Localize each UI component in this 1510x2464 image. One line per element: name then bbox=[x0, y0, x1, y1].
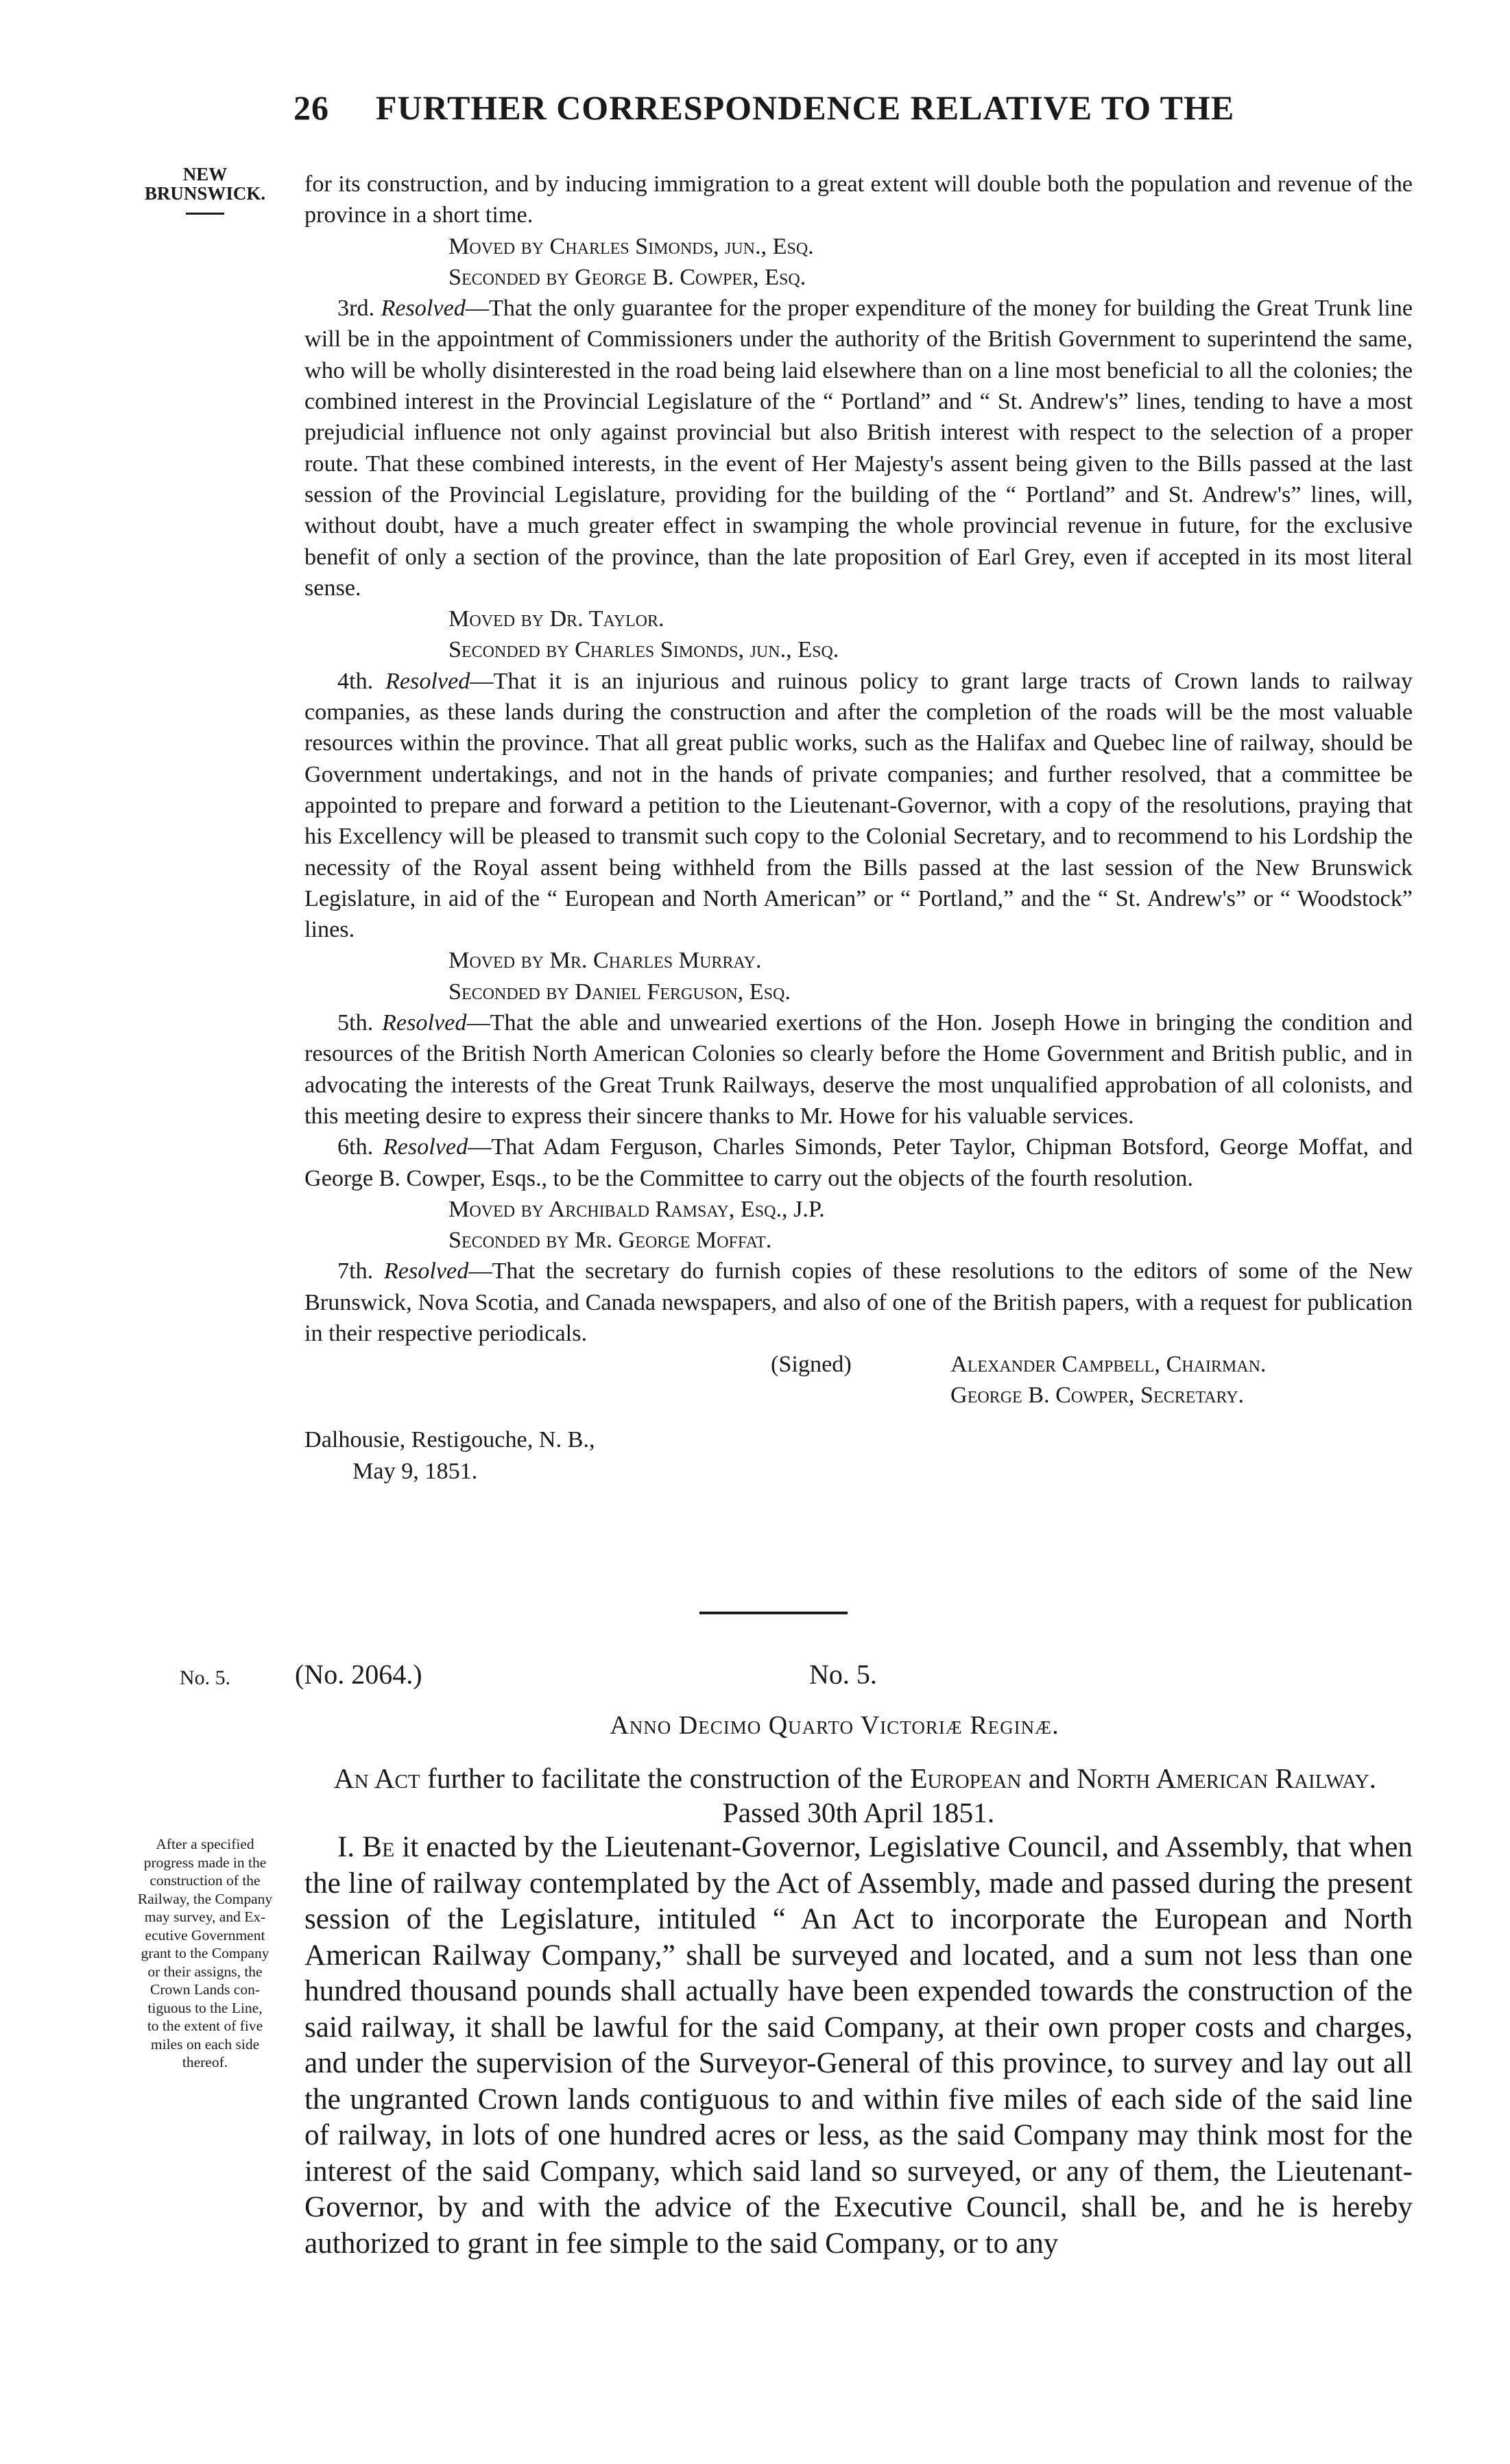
resolution-6 bbox=[304, 1132, 1413, 1194]
act-title-rail-1: European bbox=[910, 1762, 1022, 1794]
signer-chairman: Alexander Campbell, Chairman. bbox=[950, 1352, 1267, 1378]
section-1-lead: I. Be bbox=[337, 1831, 395, 1863]
section-divider bbox=[699, 1612, 848, 1614]
intro-continuation: for its construction, and by inducing immigration to a great extent will double both the population and revenue of the province in a short time. bbox=[304, 171, 1413, 228]
resolution-3 bbox=[304, 293, 1413, 603]
province-rule bbox=[186, 213, 224, 215]
page-number: 26 bbox=[293, 88, 329, 127]
summary-line: Crown Lands con- bbox=[149, 1981, 261, 1998]
r3-seconded: Seconded by Charles Simonds, jun., Esq. bbox=[448, 637, 839, 663]
running-header bbox=[293, 88, 1391, 128]
summary-line: grant to the Company bbox=[141, 1945, 269, 1961]
r4-text: —That it is an injurious and ruinous policy to grant large tracts of Crown lands to railway companies, as these lands during the construction and after the completion of the roads will be the most valuable resources within the province. That all great public works, such as the Halifax and Quebec line of railway, should be Government undertakings, and not in the hands of private companies; and further resolved, that a committee be appointed to prepare and forward a petition to the Lieutenant-Governor, with a copy of the resolutions, praying that his Excellency will be pleased to transmit such copy to the Colonial Secretary, and to recommend to his Lordship the necessity of the Royal assent being withheld from the Bills passed at the last session of the New Brunswick Legislature, in aid of the “ European and North American” or “ Portland,” and the “ St. Andrew's” or “ Woodstock” lines. bbox=[304, 668, 1413, 943]
r4-resolved: Resolved bbox=[385, 668, 470, 694]
summary-line: construction of the bbox=[149, 1872, 261, 1889]
summary-line: Railway, the Company bbox=[137, 1890, 273, 1907]
resolutions-text bbox=[304, 169, 1413, 1487]
r6-number: 6th. bbox=[337, 1134, 374, 1160]
province-line-1: NEW bbox=[182, 164, 228, 184]
regnal-title: Anno Decimo Quarto Victoriæ Reginæ. bbox=[610, 1711, 1059, 1740]
r3-text: —That the only guarantee for the proper expenditure of the money for building the Great Trunk line will be in the appointment of Commissioners under the authority of the British Government to superintend the same, who will be wholly disinterested in the road being laid elsewhere than on a line most beneficial to all the colonies; the combined interest in the Provincial Legislature of the “ Portland” and “ St. Andrew's” lines, tending to have a most prejudicial influence not only against provincial but also British interest with respect to the selection of a proper route. That these combined interests, in the event of Her Majesty's assent being given to the Bills passed at the last session of the Provincial Legislature, providing for the building of the “ Portland” and St. Andrew's” lines, will, without doubt, have a much greater effect in swamping the whole provincial revenue in future, for the exclusive benefit of only a section of the province, than the late proposition of Earl Grey, even if accepted in its most literal sense. bbox=[304, 296, 1413, 601]
r6-moved: Moved by Archibald Ramsay, Esq., J.P. bbox=[448, 1196, 825, 1222]
summary-line: ecutive Government bbox=[145, 1926, 265, 1943]
r3-moved: Moved by Dr. Taylor. bbox=[448, 606, 664, 632]
margin-note-summary bbox=[134, 1835, 276, 2072]
act-body bbox=[304, 1830, 1413, 2262]
act-title-passed: Passed 30th April 1851. bbox=[722, 1797, 995, 1828]
document-number: (No. 2064.) bbox=[295, 1659, 422, 1690]
r4-moved: Moved by Mr. Charles Murray. bbox=[448, 948, 762, 974]
signed-label: (Signed) bbox=[771, 1352, 852, 1378]
r5-text: —That the able and unwearied exertions of the Hon. Joseph Howe in bringing the condition and resources of the British North American Colonies so clearly before the Home Government and British public, and in advocating the interests of the Great Trunk Railways, deserve the most unqualified approbation of all colonists, and this meeting desire to express their sincere thanks to Mr. Howe for his valuable services. bbox=[304, 1010, 1413, 1129]
r3-number: 3rd. bbox=[337, 296, 375, 322]
running-title: FURTHER CORRESPONDENCE RELATIVE TO THE bbox=[376, 88, 1235, 127]
margin-note-province bbox=[134, 165, 276, 215]
r7-number: 7th. bbox=[337, 1258, 374, 1284]
signature-block bbox=[304, 1349, 1413, 1412]
act-title-lead: An Act bbox=[333, 1762, 420, 1794]
summary-line: progress made in the bbox=[143, 1854, 267, 1871]
r2-moved: Moved by Charles Simonds, jun., Esq. bbox=[448, 233, 814, 259]
province-line-2: BRUNSWICK. bbox=[144, 183, 266, 204]
act-title bbox=[304, 1761, 1413, 1830]
date-line: May 9, 1851. bbox=[352, 1458, 478, 1484]
r3-resolved: Resolved bbox=[381, 296, 466, 322]
r6-resolved: Resolved bbox=[383, 1134, 468, 1160]
r7-resolved: Resolved bbox=[383, 1258, 469, 1284]
r7-text: —That the secretary do furnish copies of these resolutions to the editors of some of the New Brunswick, Nova Scotia, and Canada newspapers, and also of one of the British papers, with a request for publication in their respective periodicals. bbox=[304, 1258, 1413, 1346]
summary-line: may survey, and Ex- bbox=[144, 1909, 266, 1925]
r5-number: 5th. bbox=[337, 1010, 374, 1036]
signer-secretary: George B. Cowper, Secretary. bbox=[950, 1383, 1245, 1409]
r2-seconded: Seconded by George B. Cowper, Esq. bbox=[448, 264, 806, 290]
act-title-and: and bbox=[1028, 1762, 1070, 1794]
summary-line: or their assigns, the bbox=[147, 1963, 263, 1980]
act-title-text: further to facilitate the construction of the bbox=[427, 1762, 903, 1794]
section-1-text: it enacted by the Lieutenant-Governor, Legislative Council, and Assembly, that when the line of railway contemplated by the Act of Assembly, made and passed during the present session of the Legislature, intituled “ An Act to incorporate the European and North American Railway Company,” shall be surveyed and located, and a sum not less than one hundred thousand pounds shall actually have been expended towards the construction of the said railway, it shall be lawful for the said Company, at their own proper costs and charges, and under the supervision of the Surveyor-General of this province, to survey and lay out all the ungranted Crown lands contiguous to and within five miles of each side of the said line of railway, in lots of one hundred acres or less, as the said Company may think most for the interest of the said Company, which said land so surveyed, or any of them, the Lieutenant-Governor, by and with the advice of the Executive Council, shall be, and he is hereby authorized to grant in fee simple to the said Company, or to any bbox=[304, 1831, 1413, 2260]
resolution-4 bbox=[304, 666, 1413, 946]
resolution-5 bbox=[304, 1007, 1413, 1132]
section-1 bbox=[304, 1830, 1413, 2262]
place-line: Dalhousie, Restigouche, N. B., bbox=[304, 1427, 595, 1453]
margin-note-number: No. 5. bbox=[179, 1666, 231, 1689]
summary-line: After a specified bbox=[156, 1836, 254, 1852]
r6-seconded: Seconded by Mr. George Moffat. bbox=[448, 1228, 772, 1254]
resolution-7 bbox=[304, 1256, 1413, 1349]
summary-line: miles on each side bbox=[150, 2035, 260, 2053]
summary-line: tiguous to the Line, bbox=[147, 1999, 263, 2016]
summary-line: thereof. bbox=[182, 2054, 228, 2070]
summary-line: to the extent of five bbox=[147, 2018, 263, 2034]
r4-seconded: Seconded by Daniel Ferguson, Esq. bbox=[448, 979, 791, 1005]
act-title-rail-2: North American Railway. bbox=[1077, 1762, 1377, 1794]
r6-text: —That Adam Ferguson, Charles Simonds, Peter Taylor, Chipman Botsford, George Moffat, and George B. Cowper, Esqs., to be the Committee to carry out the objects of the fourth resolution. bbox=[304, 1134, 1413, 1191]
r4-number: 4th. bbox=[337, 668, 374, 694]
r5-resolved: Resolved bbox=[382, 1010, 467, 1036]
enclosure-number: No. 5. bbox=[809, 1659, 877, 1690]
